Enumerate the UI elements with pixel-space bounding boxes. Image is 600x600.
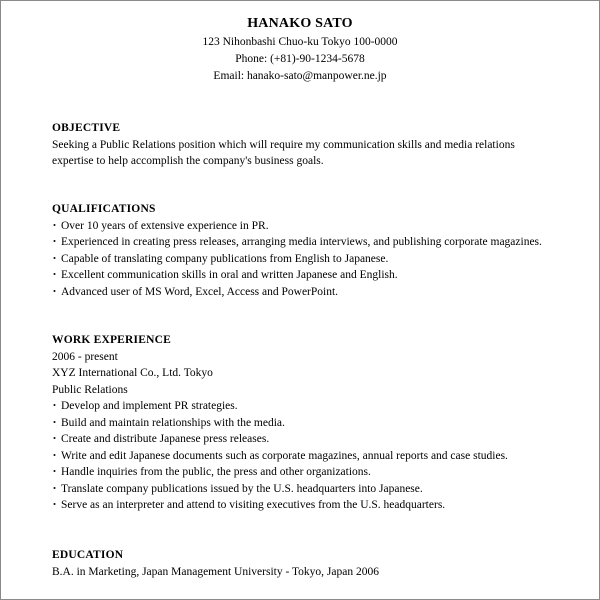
company-name: XYZ International Co., Ltd. Tokyo — [52, 367, 213, 379]
phone: Phone: (+81)-90-1234-5678 — [235, 53, 365, 65]
work-experience-section — [52, 332, 562, 514]
education-degree: B.A. in Marketing, Japan Management University - Tokyo, Japan 2006 — [52, 565, 379, 578]
list-item: ・ Advanced user of MS Word, Excel, Access and PowerPoint. — [52, 284, 562, 301]
email: Email: hanako-sato@manpower.ne.jp — [213, 70, 387, 82]
list-item: ・ Develop and implement PR strategies. — [52, 398, 562, 415]
work-period: 2006 - present — [52, 350, 118, 363]
objective-section — [52, 120, 562, 170]
qualifications-list — [52, 218, 562, 301]
qualifications-section — [52, 201, 562, 300]
objective-title: OBJECTIVE — [52, 122, 121, 134]
list-item: ・ Excellent communication skills in oral and written Japanese and English. — [52, 267, 562, 284]
list-item: ・ Build and maintain relationships with the media. — [52, 415, 562, 432]
list-item: ・ Translate company publications issued by the U.S. headquarters into Japanese. — [52, 481, 562, 498]
objective-line: expertise to help accomplish the company's business goals. — [52, 155, 324, 167]
list-item: ・ Create and distribute Japanese press releases. — [52, 431, 562, 448]
list-item: ・ Capable of translating company publications from English to Japanese. — [52, 251, 562, 268]
list-item: ・ Write and edit Japanese documents such as corporate magazines, annual reports and case studies. — [52, 448, 562, 465]
qualifications-title: QUALIFICATIONS — [52, 203, 156, 215]
list-item: ・ Experienced in creating press releases, arranging media interviews, and publishing corporate magazines. — [52, 234, 562, 251]
address: 123 Nihonbashi Chuo-ku Tokyo 100-0000 — [202, 36, 398, 48]
education-section — [52, 547, 562, 580]
list-item: ・ Handle inquiries from the public, the press and other organizations. — [52, 464, 562, 481]
work-experience-title: WORK EXPERIENCE — [52, 334, 171, 346]
job-role: Public Relations — [52, 383, 128, 396]
work-duties-list — [52, 398, 562, 514]
list-item: ・ Over 10 years of extensive experience in PR. — [52, 218, 562, 235]
education-title: EDUCATION — [52, 549, 124, 561]
list-item: ・ Serve as an interpreter and attend to visiting executives from the U.S. headquarters. — [52, 497, 562, 514]
candidate-name: HANAKO SATO — [247, 16, 353, 31]
resume-header — [0, 14, 600, 85]
objective-line: Seeking a Public Relations position which will require my communication skills and media relations — [52, 138, 515, 151]
